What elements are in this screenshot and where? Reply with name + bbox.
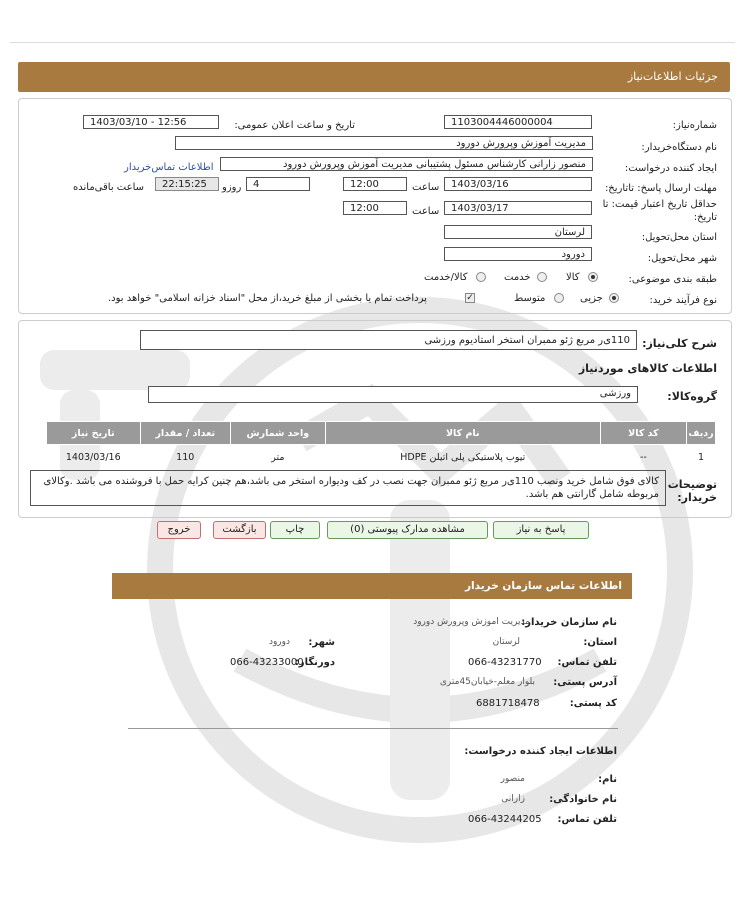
contact-city-value: دورود [268,637,290,647]
cell-code: -- [640,451,647,463]
deadline-time-label: ساعت [412,182,440,193]
category-radio-both[interactable] [476,272,486,282]
print-button[interactable]: چاپ [270,521,320,539]
buyer-field: مدیریت آموزش وپرورش دورود [175,136,593,150]
col-code: کد کالا [600,422,686,445]
process-radio-medium[interactable] [554,293,564,303]
validity-time-field: 12:00 [343,201,407,215]
contact-org-value: مدیریت اموزش وپرورش دورود [413,617,530,627]
city-label: شهر محل‌تحویل: [647,253,717,264]
col-row: ردیف [687,422,716,445]
cell-row: 1 [697,451,705,463]
contact-header [112,573,632,599]
creator-name-label: نام: [598,774,617,785]
table-row [47,445,716,470]
category-radio-service[interactable] [537,272,547,282]
goods-title: اطلاعات کالاهای موردنیاز [578,362,717,375]
deadline-time-field: 12:00 [343,177,407,191]
payment-note: پرداخت تمام یا بخشی از مبلغ خرید،از محل "اسناد خزانه اسلامی" خواهد بود. [108,293,427,304]
exit-button[interactable]: خروج [157,521,201,539]
col-unit: واحد شمارش [230,422,325,445]
contact-fax-value: 066-43233000 [230,657,304,668]
contact-city-label: شهر: [308,637,335,648]
remaining-label: ساعت باقی‌مانده [73,182,145,193]
keywords-label: شرح کلی‌نیاز: [642,337,717,350]
deadline-label: مهلت ارسال پاسخ: تاتاریخ: [604,183,717,194]
validity-label: حداقل تاریخ اعتبار قیمت: تا تاریخ: [602,199,717,223]
announce-field: 1403/03/10 - 12:56 [83,115,219,129]
creator-phone-label: تلفن تماس: [557,814,617,825]
cell-date: 1403/03/16 [65,451,121,463]
remaining-time-field: 22:15:25 [155,177,219,191]
cell-name: تیوب پلاستیکی پلی اتیلن HDPE [400,451,526,463]
cell-unit: متر [271,451,285,463]
contact-divider [128,728,618,729]
treasury-checkbox[interactable]: ✓ [466,293,474,303]
need-number-field: 1103004446000004 [444,115,592,129]
attachments-button[interactable]: مشاهده مدارک پیوستی (0) [327,521,488,539]
creator-info-title: اطلاعات ایجاد کننده درخواست: [464,746,617,757]
keywords-field: 110ی‌ر مربع ژئو ممبران استخر استادیوم ورزشی [140,330,637,350]
creator-label: ایجاد کننده درخواست: [624,163,717,174]
goods-table [46,421,716,469]
contact-address-label: آدرس پستی: [553,677,617,688]
province-label: استان محل‌تحویل: [641,232,717,243]
validity-time-label: ساعت [412,206,440,217]
contact-phone-value: 066-43231770 [468,657,542,668]
validity-date-field: 1403/03/17 [444,201,592,215]
buyer-label: نام دستگاه‌خریدار: [641,142,717,153]
col-date: تاریخ نیاز [47,422,141,445]
back-button[interactable]: بازگشت [213,521,266,539]
province-field: لرستان [444,225,592,239]
creator-field: منصور زارانی کارشناس مسئول پشتیبانی مدیریت آموزش وپرورش دورود [220,157,593,171]
creator-family-label: نام خانوادگی: [549,794,617,805]
process-option-small: جزیی [580,293,603,304]
notes-label: توضیحات خریدار: [667,478,717,504]
cell-qty: 110 [176,451,195,463]
creator-family-value: زارانی [501,794,525,804]
days-label: روزو [222,182,242,193]
contact-phone-label: تلفن تماس: [557,657,617,668]
page-title: جزئیات اطلاعات‌نیاز [627,70,718,83]
contact-org-label: نام سازمان خریدار: [521,617,617,628]
creator-phone-value: 066-43244205 [468,814,542,825]
category-radio-goods[interactable] [588,272,598,282]
goods-group-field: ورزشی [148,386,638,403]
reply-button[interactable]: پاسخ به نیاز [493,521,589,539]
contact-address-value: بلوار معلم-خیابان45متری [439,677,535,687]
creator-name-value: منصور [500,774,525,784]
col-qty: تعداد / مقدار [140,422,230,445]
contact-province-label: استان: [583,637,617,648]
announce-label: تاریخ و ساعت اعلان عمومی: [234,120,355,131]
goods-group-label: گروه‌کالا: [667,390,717,403]
col-name: نام کالا [325,422,600,445]
page-header [18,62,730,92]
category-option-both: کالا/خدمت [424,272,468,283]
deadline-date-field: 1403/03/16 [444,177,592,191]
contact-fax-label: دورنگار: [294,657,335,668]
need-number-label: شماره‌نیاز: [672,120,717,131]
process-option-medium: متوسط [514,293,546,304]
category-option-service: خدمت [504,272,531,283]
city-field: دورود [444,247,592,261]
process-label: نوع فرآیند خرید: [649,295,717,306]
category-option-goods: کالا [566,272,580,283]
notes-box: کالای فوق شامل خرید ونصب 110ی‌ر مربع ژئو ممبران جهت نصب در کف ودیواره استخر می باشد،هم چنین کرایه حمل با فروشنده می باشد .وکالای مربوطه شامل گارانتی هم باشد. [30,470,666,506]
contact-title: اطلاعات تماس سازمان خریدار [465,580,622,592]
contact-postal-label: کد پستی: [569,698,617,709]
contact-province-value: لرستان [492,637,520,647]
days-field: 4 [246,177,310,191]
buyer-contact-link[interactable]: اطلاعات تماس‌خریدار [124,162,214,173]
contact-postal-value: 6881718478 [476,698,540,709]
category-label: طبقه بندی موضوعی: [628,274,717,285]
process-radio-small[interactable] [609,293,619,303]
